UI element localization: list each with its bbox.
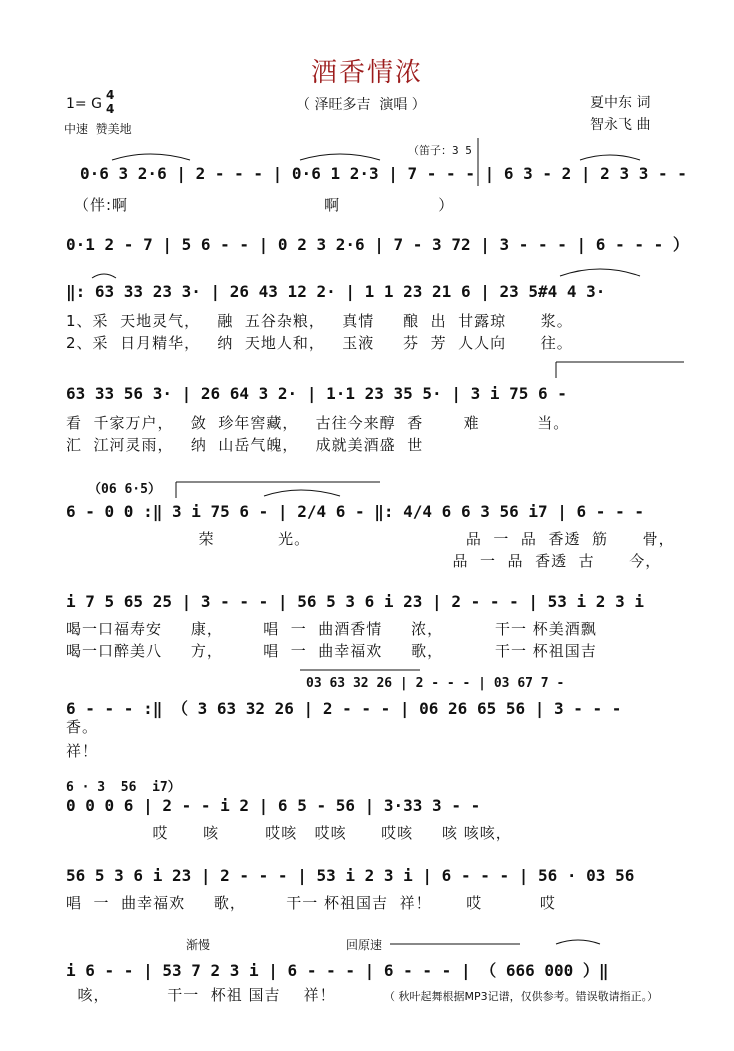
score-row-6: i 7 5 65 25 | 3 - - - | 56 5 3 6 i 23 | 2 - - - | 53 i 2 3 i xyxy=(66,592,644,611)
lyric-row-3-verse-2: 2、采 日月精华， 纳 天地人和， 玉液 芬 芳 人人向 往。 xyxy=(66,334,573,352)
lyric-row-5-verse-1: 荣 光。 品 一 品 香透 筋 骨， xyxy=(66,530,675,548)
score-row-7: 6 - - - :‖ （ 3 63 32 26 | 2 - - - | 06 26 65 56 | 3 - - - xyxy=(66,699,622,718)
lyric-row-7-verse-2: 祥！ xyxy=(66,742,99,760)
lyric-row-7-verse-1: 香。 xyxy=(66,718,99,736)
tempo-mark-a-tempo: 回原速 xyxy=(346,938,383,952)
score-row-8: 0 0 0 6 | 2 - - i 2 | 6 5 - 56 | 3·33 3 - - xyxy=(66,796,481,815)
flute-cue: （笛子：3 5 xyxy=(408,144,472,157)
lyric-row-4-verse-2: 汇 江河灵雨， 纳 山岳气魄， 成就美酒盛 世 xyxy=(66,436,424,454)
score-row-1: 0·6 3 2·6 | 2 - - - | 0·6 1 2·3 | 7 - - - | 6 3 - 2 | 2 3 3 - - xyxy=(80,164,687,183)
lyric-row-6-verse-1: 喝一口福寿安 康， 唱 一 曲酒香情 浓， 干一 杯美酒飘 xyxy=(66,620,597,638)
score-row-7-upper: 03 63 32 26 | 2 - - - | 03 67 7 - xyxy=(306,676,565,691)
lyric-row-10: 咳， 干一 杯祖 国吉 祥！ xyxy=(66,986,336,1004)
lyric-row-9: 唱 一 曲幸福欢 歌， 干一 杯祖国吉 祥！ 哎 哎 xyxy=(66,894,556,912)
score-row-10: i 6 - - | 53 7 2 3 i | 6 - - - | 6 - - - | （ 666 000 ）‖ xyxy=(66,961,609,980)
lyric-row-3-verse-1: 1、采 天地灵气， 融 五谷杂粮， 真情 酿 出 甘露琼 浆。 xyxy=(66,312,573,330)
score-row-9: 56 5 3 6 i 23 | 2 - - - | 53 i 2 3 i | 6 - - - | 56 · 03 56 xyxy=(66,866,635,885)
lyric-row-6-verse-2: 喝一口醉美八 方， 唱 一 曲幸福欢 歌， 干一 杯祖国吉 xyxy=(66,642,597,660)
key-signature: 1= G xyxy=(66,96,102,112)
lyricist: 夏中东 词 xyxy=(590,95,651,111)
score-row-3: ‖: 63 33 23 3· | 26 43 12 2· | 1 1 23 21 6 | 23 5#4 4 3· xyxy=(66,282,606,301)
performer: （ 泽旺多吉 演唱 ） xyxy=(296,97,426,113)
score-row-4: 63 33 56 3· | 26 64 3 2· | 1·1 23 35 5· | 3 i 75 6 - xyxy=(66,384,567,403)
song-title: 酒香情浓 xyxy=(310,58,423,88)
lyric-row-1: （伴:啊 啊 ） xyxy=(74,196,455,214)
score-row-5: 6 - 0 0 :‖ 3 i 75 6 - | 2/4 6 - ‖: 4/4 6 6 3 56 i7 | 6 - - - xyxy=(66,502,644,521)
score-row-8-upper: 6 · 3 56 i7） xyxy=(66,780,181,795)
time-signature-top: 4 xyxy=(106,88,115,102)
lyric-row-8: 哎 咳 哎咳 哎咳 哎咳 咳 咳咳， xyxy=(66,824,512,842)
composer: 智永飞 曲 xyxy=(590,117,651,133)
score-row-5-cue: （06 6·5） xyxy=(88,482,161,497)
lyric-row-4-verse-1: 看 千家万户， 敛 珍年窖藏， 古往今来醇 香 难 当。 xyxy=(66,414,570,432)
tempo-mark-ritardando: 渐慢 xyxy=(186,938,211,952)
transcription-note: （ 秋叶起舞根据MP3记谱，仅供参考。错误敬请指正。） xyxy=(384,990,659,1003)
lyric-row-5-verse-2: 品 一 品 香透 古 今， xyxy=(66,552,662,570)
tempo-marking: 中速 赞美地 xyxy=(64,122,132,136)
time-signature-bottom: 4 xyxy=(106,102,115,116)
score-row-2: 0·1 2 - 7 | 5 6 - - | 0 2 3 2·6 | 7 - 3 72 | 3 - - - | 6 - - - ） xyxy=(66,235,689,254)
